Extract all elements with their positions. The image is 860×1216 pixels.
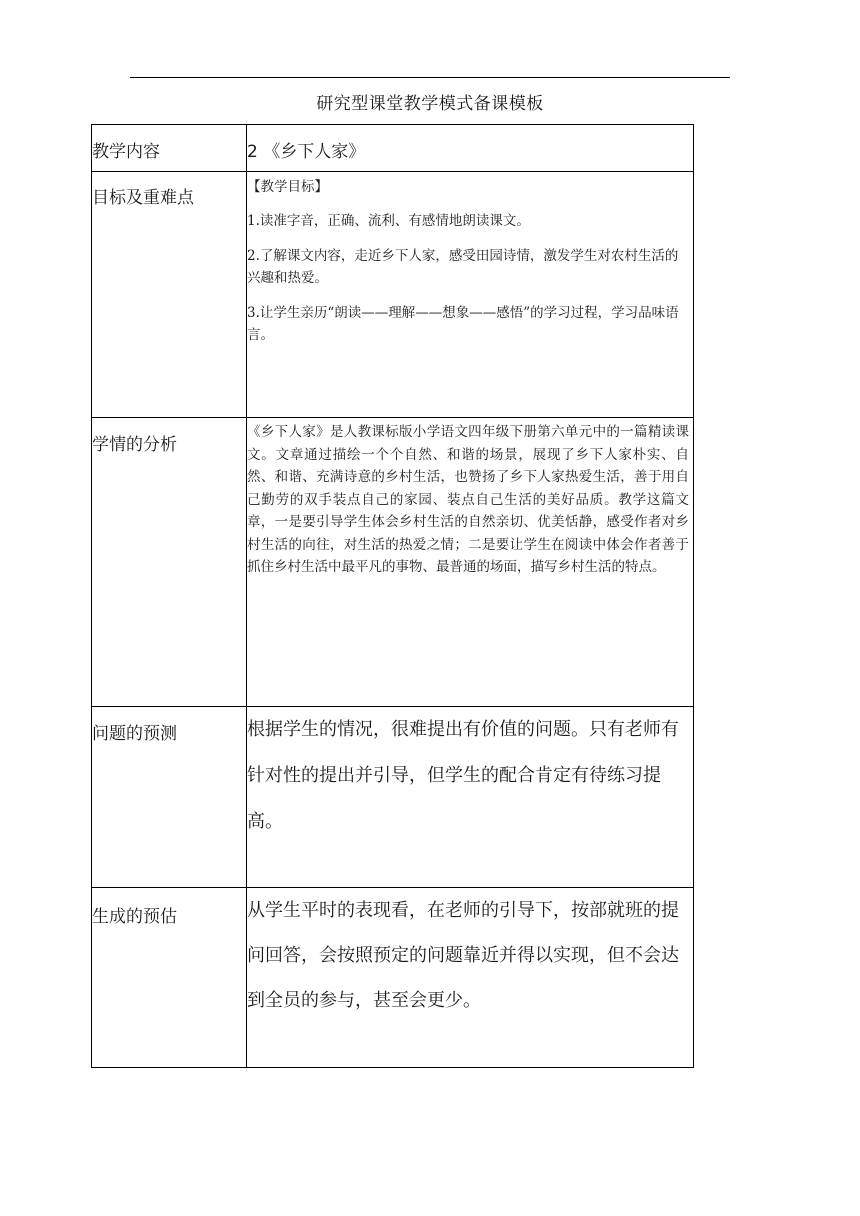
header-rule <box>130 77 730 78</box>
row-label-teaching-content: 教学内容 <box>92 125 247 172</box>
row-label-goals: 目标及重难点 <box>92 172 247 418</box>
row-cell-prediction <box>247 707 694 888</box>
analysis-text: 《乡下人家》是人教课标版小学语文四年级下册第六单元中的一篇精读课文。文章通过描绘一个个自然、和谐的场景，展现了乡下人家朴实、自然、和谐、充满诗意的乡村生活，也赞扬了乡下人家热爱生活，善于用自己勤劳的双手装点自己的家园、装点自己生活的美好品质。教学这篇文章，一是要引导学生体会乡村生活的自然亲切、优美恬静，感受作者对乡村生活的向往，对生活的热爱之情；二是要让学生在阅读中体会作者善于抓住乡村生活中最平凡的事物、最普通的场面，描写乡村生活的特点。 <box>247 424 689 575</box>
row-label-prediction: 问题的预测 <box>92 707 247 888</box>
row-label-generation: 生成的预估 <box>92 888 247 1068</box>
table-row-generation <box>92 888 694 1068</box>
lesson-plan-table <box>91 124 694 1068</box>
row-cell-analysis <box>247 418 694 707</box>
generation-text: 从学生平时的表现看，在老师的引导下，按部就班的提问回答，会按照预定的问题靠近并得以实现，但不会达到全员的参与，甚至会更少。 <box>247 900 679 1011</box>
goals-heading: 【教学目标】 <box>247 179 328 195</box>
goal-item-2: 2.了解课文内容，走近乡下人家，感受田园诗情，激发学生对农村生活的兴趣和热爱。 <box>247 248 679 286</box>
row-cell-goals <box>247 172 694 418</box>
row-cell-generation <box>247 888 694 1068</box>
table-row-analysis <box>92 418 694 707</box>
document-title: 研究型课堂教学模式备课模板 <box>316 94 544 114</box>
goal-item-3: 3.让学生亲历“朗读——理解——想象——感悟”的学习过程，学习品味语言。 <box>247 305 679 343</box>
lesson-title-value: 2 《乡下人家》 <box>247 142 366 162</box>
row-cell-teaching-content <box>247 125 694 172</box>
table-row-prediction <box>92 707 694 888</box>
goal-item-1: 1.读准字音，正确、流利、有感情地朗读课文。 <box>247 213 530 229</box>
prediction-text: 根据学生的情况，很难提出有价值的问题。只有老师有针对性的提出并引导，但学生的配合肯定有待练习提高。 <box>247 719 679 832</box>
table-row-teaching-content <box>92 125 694 172</box>
row-label-analysis: 学情的分析 <box>92 418 247 707</box>
table-row-goals <box>92 172 694 418</box>
